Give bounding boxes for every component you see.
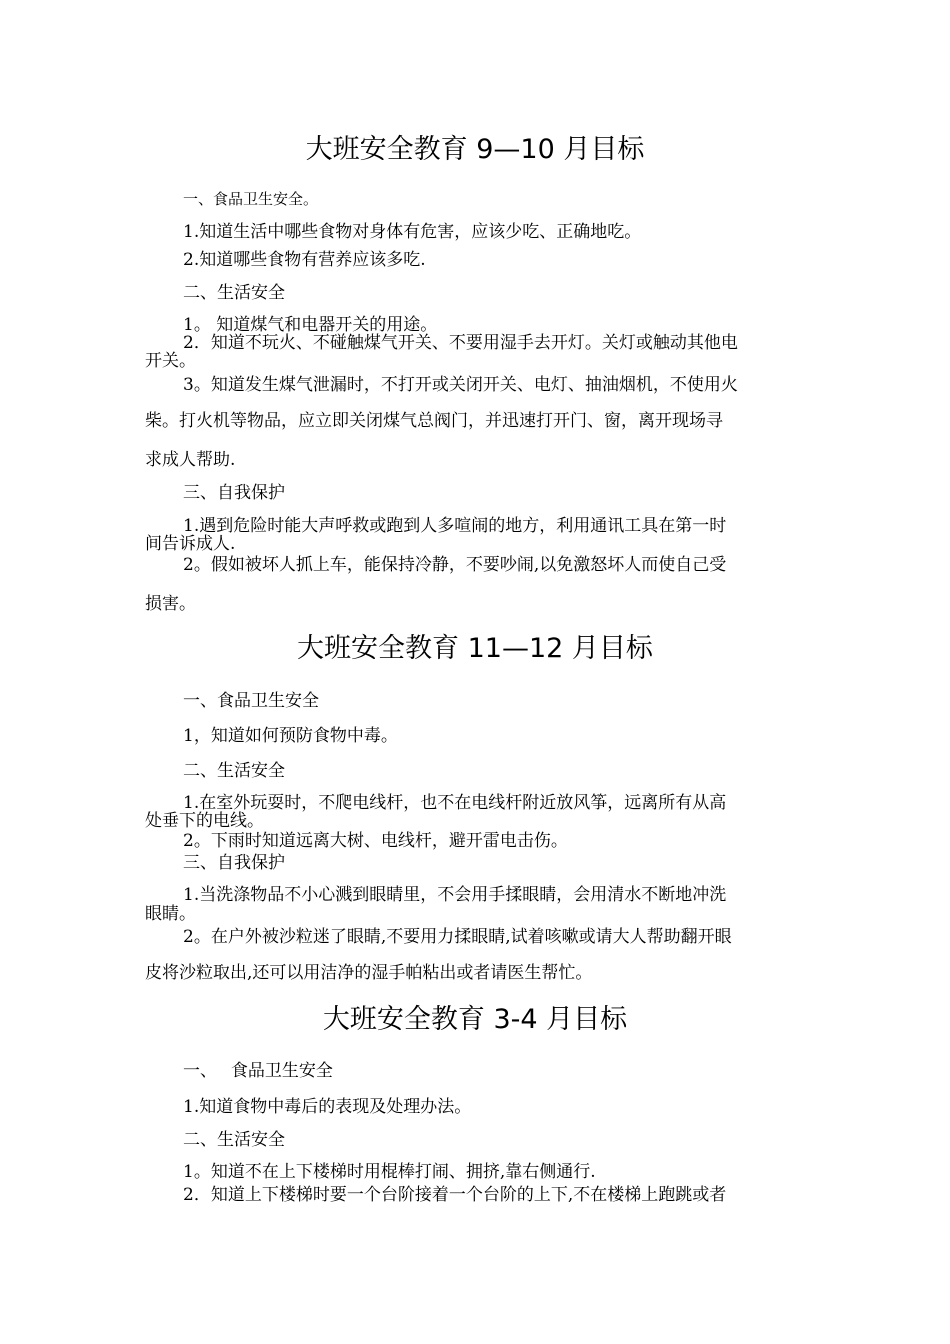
text-line: 1.当洗涤物品不小心溅到眼睛里，不会用手揉眼睛，会用清水不断地冲洗 bbox=[183, 885, 727, 905]
text-line: 皮将沙粒取出,还可以用洁净的湿手帕粘出或者请医生帮忙。 bbox=[145, 963, 593, 983]
text-line: 处垂下的电线。 bbox=[145, 811, 264, 831]
text-line: 求成人帮助. bbox=[145, 450, 236, 470]
section-heading-self-protection: 三、自我保护 bbox=[183, 853, 285, 873]
section-heading-self-protection: 三、自我保护 bbox=[183, 483, 285, 503]
text-line: 1。 知道煤气和电器开关的用途。 bbox=[183, 315, 438, 335]
section-title-sep-oct: 大班安全教育 9—10 月目标 bbox=[305, 134, 645, 165]
text-line: 2．知道不玩火、不碰触煤气开关、不要用湿手去开灯。关灯或触动其他电 bbox=[183, 333, 738, 353]
section-heading-food-safety: 一、食品卫生安全 bbox=[183, 691, 319, 711]
text-line: 2。下雨时知道远离大树、电线杆，避开雷电击伤。 bbox=[183, 831, 568, 851]
section-title-nov-dec: 大班安全教育 11—12 月目标 bbox=[297, 633, 653, 664]
text-line: 3。知道发生煤气泄漏时，不打开或关闭开关、电灯、抽油烟机，不使用火 bbox=[183, 375, 738, 395]
text-line: 2．知道上下楼梯时要一个台阶接着一个台阶的上下,不在楼梯上跑跳或者 bbox=[183, 1185, 727, 1205]
section-heading-food-safety: 一、食品卫生安全。 bbox=[183, 190, 319, 208]
text-line: 1。知道不在上下楼梯时用棍棒打闹、拥挤,靠右侧通行. bbox=[183, 1162, 596, 1182]
text-line: 2。在户外被沙粒迷了眼睛,不要用力揉眼睛,试着咳嗽或请大人帮助翻开眼 bbox=[183, 927, 732, 947]
text-line: 柴。打火机等物品，应立即关闭煤气总阀门，并迅速打开门、窗，离开现场寻 bbox=[145, 411, 723, 431]
text-line: 1.知道生活中哪些食物对身体有危害，应该少吃、正确地吃。 bbox=[183, 222, 642, 242]
text-line: 开关。 bbox=[145, 351, 196, 371]
section-heading-life-safety: 二、生活安全 bbox=[183, 283, 285, 303]
section-heading-life-safety: 二、生活安全 bbox=[183, 761, 285, 781]
text-line: 间告诉成人. bbox=[145, 534, 236, 554]
text-line: 1.在室外玩耍时，不爬电线杆，也不在电线杆附近放风筝，远离所有从高 bbox=[183, 793, 727, 813]
text-line: 2。假如被坏人抓上车，能保持冷静，不要吵闹,以免激怒坏人而使自己受 bbox=[183, 555, 727, 575]
text-line: 损害。 bbox=[145, 594, 196, 614]
section-heading-food-safety: 一、 食品卫生安全 bbox=[183, 1061, 333, 1081]
text-line: 2.知道哪些食物有营养应该多吃. bbox=[183, 250, 426, 270]
text-line: 1，知道如何预防食物中毒。 bbox=[183, 726, 398, 746]
section-heading-life-safety: 二、生活安全 bbox=[183, 1130, 285, 1150]
text-line: 1.遇到危险时能大声呼救或跑到人多喧闹的地方，利用通讯工具在第一时 bbox=[183, 516, 727, 536]
text-line: 眼睛。 bbox=[145, 904, 196, 924]
text-line: 1.知道食物中毒后的表现及处理办法。 bbox=[183, 1097, 472, 1117]
section-title-mar-apr: 大班安全教育 3-4 月目标 bbox=[322, 1004, 628, 1035]
